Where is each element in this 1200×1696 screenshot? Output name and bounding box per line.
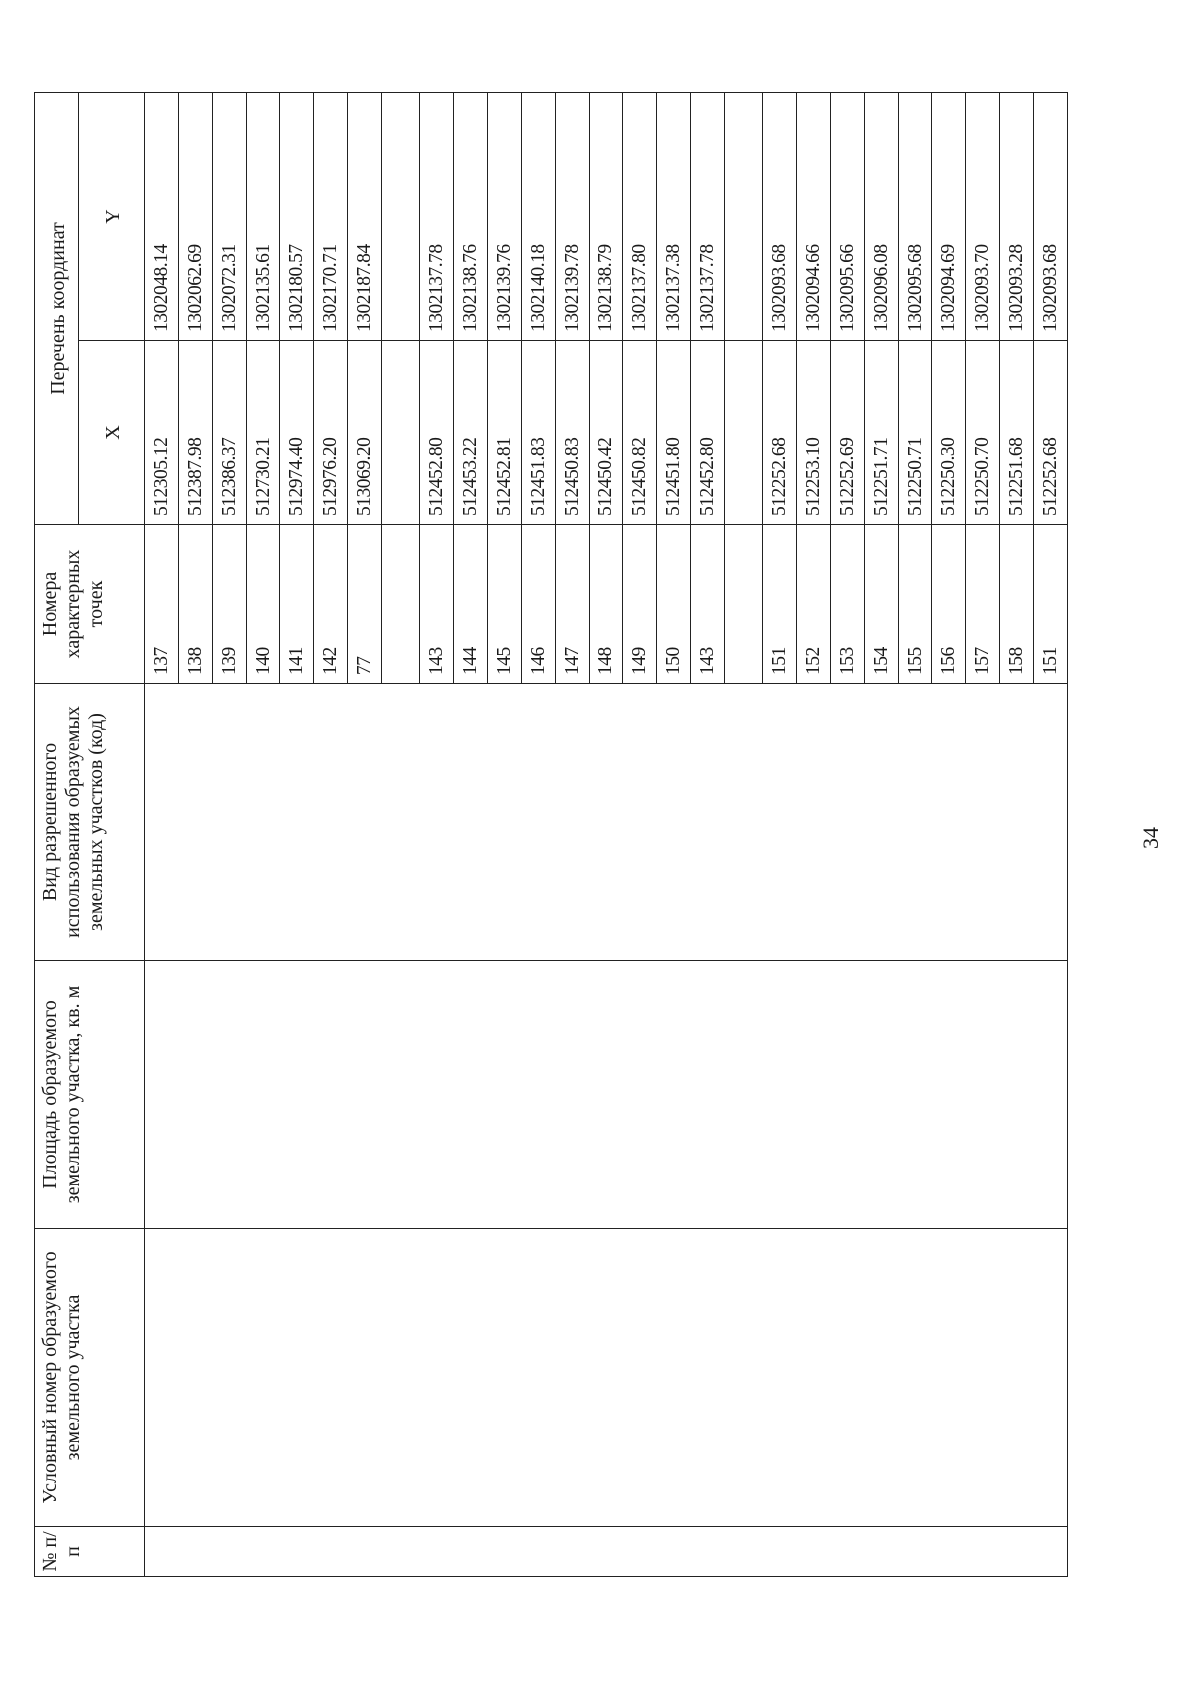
y-coordinate-cell: 1302180.57 [280,92,314,340]
point-number-cell: 148 [589,525,623,684]
x-coordinate-cell: 512452.81 [487,341,521,525]
point-number-cell: 150 [657,525,691,684]
header-no: № п/п [35,1527,145,1577]
point-number-cell: 156 [932,525,966,684]
y-coordinate-cell: 1302138.76 [454,92,488,340]
point-number-cell: 144 [454,525,488,684]
x-coordinate-cell: 512386.37 [212,341,246,525]
point-number-cell: 151 [1034,525,1068,684]
x-coordinate-cell: 512252.68 [1034,341,1068,525]
point-number-cell: 145 [487,525,521,684]
point-number-cell: 152 [797,525,831,684]
x-coordinate-cell: 512450.82 [623,341,657,525]
x-coordinate-cell: 512453.22 [454,341,488,525]
point-number-cell: 77 [348,525,382,684]
cell-area [145,961,1068,1229]
point-number-cell: 147 [555,525,589,684]
y-coordinate-cell: 1302137.78 [420,92,454,340]
x-coordinate-cell: 512305.12 [145,341,179,525]
header-y: Y [79,92,145,340]
y-coordinate-cell: 1302093.68 [763,92,797,340]
y-coordinate-cell: 1302093.70 [966,92,1000,340]
y-coordinate-cell: 1302093.28 [1000,92,1034,340]
coordinates-table [34,92,1068,1577]
empty-cell [724,92,762,340]
point-number-cell: 142 [314,525,348,684]
x-coordinate-cell: 512452.80 [691,341,725,525]
table-body [145,92,1068,1576]
empty-cell [382,341,420,525]
x-coordinate-cell: 513069.20 [348,341,382,525]
x-coordinate-cell: 512253.10 [797,341,831,525]
empty-cell [724,341,762,525]
point-number-cell: 141 [280,525,314,684]
x-coordinate-cell: 512252.69 [830,341,864,525]
y-coordinate-cell: 1302170.71 [314,92,348,340]
cell-conditional-number [145,1229,1068,1527]
x-coordinate-cell: 512387.98 [178,341,212,525]
header-x: X [79,341,145,525]
y-coordinate-cell: 1302137.78 [691,92,725,340]
x-coordinate-cell: 512450.42 [589,341,623,525]
point-number-cell: 140 [246,525,280,684]
y-coordinate-cell: 1302072.31 [212,92,246,340]
page-number: 34 [1138,827,1163,849]
point-number-cell: 143 [420,525,454,684]
header-permitted-use: Вид разрешенного использования образуемых земельных участков (код) [35,684,145,961]
y-coordinate-cell: 1302138.79 [589,92,623,340]
y-coordinate-cell: 1302139.78 [555,92,589,340]
y-coordinate-cell: 1302094.66 [797,92,831,340]
point-number-cell: 151 [763,525,797,684]
y-coordinate-cell: 1302139.76 [487,92,521,340]
point-number-cell: 154 [864,525,898,684]
y-coordinate-cell: 1302137.80 [623,92,657,340]
empty-cell [382,525,420,684]
cell-permitted-use [145,684,1068,961]
x-coordinate-cell: 512250.30 [932,341,966,525]
x-coordinate-cell: 512976.20 [314,341,348,525]
x-coordinate-cell: 512451.80 [657,341,691,525]
table-row [145,92,179,1576]
point-number-cell: 146 [521,525,555,684]
y-coordinate-cell: 1302062.69 [178,92,212,340]
x-coordinate-cell: 512252.68 [763,341,797,525]
header-conditional-number: Условный номер образуемого земельного участка [35,1229,145,1527]
header-coordinates: Перечень координат [35,92,79,524]
y-coordinate-cell: 1302137.38 [657,92,691,340]
point-number-cell: 137 [145,525,179,684]
x-coordinate-cell: 512250.71 [898,341,932,525]
x-coordinate-cell: 512730.21 [246,341,280,525]
point-number-cell: 155 [898,525,932,684]
point-number-cell: 138 [178,525,212,684]
y-coordinate-cell: 1302135.61 [246,92,280,340]
y-coordinate-cell: 1302140.18 [521,92,555,340]
x-coordinate-cell: 512251.68 [1000,341,1034,525]
point-number-cell: 158 [1000,525,1034,684]
header-point-numbers: Номера характерных точек [35,525,145,684]
x-coordinate-cell: 512250.70 [966,341,1000,525]
x-coordinate-cell: 512451.83 [521,341,555,525]
header-area: Площадь образуемого земельного участка, кв. м [35,961,145,1229]
point-number-cell: 143 [691,525,725,684]
y-coordinate-cell: 1302048.14 [145,92,179,340]
x-coordinate-cell: 512450.83 [555,341,589,525]
empty-cell [382,92,420,340]
y-coordinate-cell: 1302096.08 [864,92,898,340]
x-coordinate-cell: 512452.80 [420,341,454,525]
point-number-cell: 149 [623,525,657,684]
y-coordinate-cell: 1302095.68 [898,92,932,340]
x-coordinate-cell: 512974.40 [280,341,314,525]
y-coordinate-cell: 1302095.66 [830,92,864,340]
point-number-cell: 157 [966,525,1000,684]
cell-no [145,1527,1068,1577]
y-coordinate-cell: 1302093.68 [1034,92,1068,340]
y-coordinate-cell: 1302094.69 [932,92,966,340]
y-coordinate-cell: 1302187.84 [348,92,382,340]
empty-cell [724,525,762,684]
x-coordinate-cell: 512251.71 [864,341,898,525]
point-number-cell: 153 [830,525,864,684]
point-number-cell: 139 [212,525,246,684]
